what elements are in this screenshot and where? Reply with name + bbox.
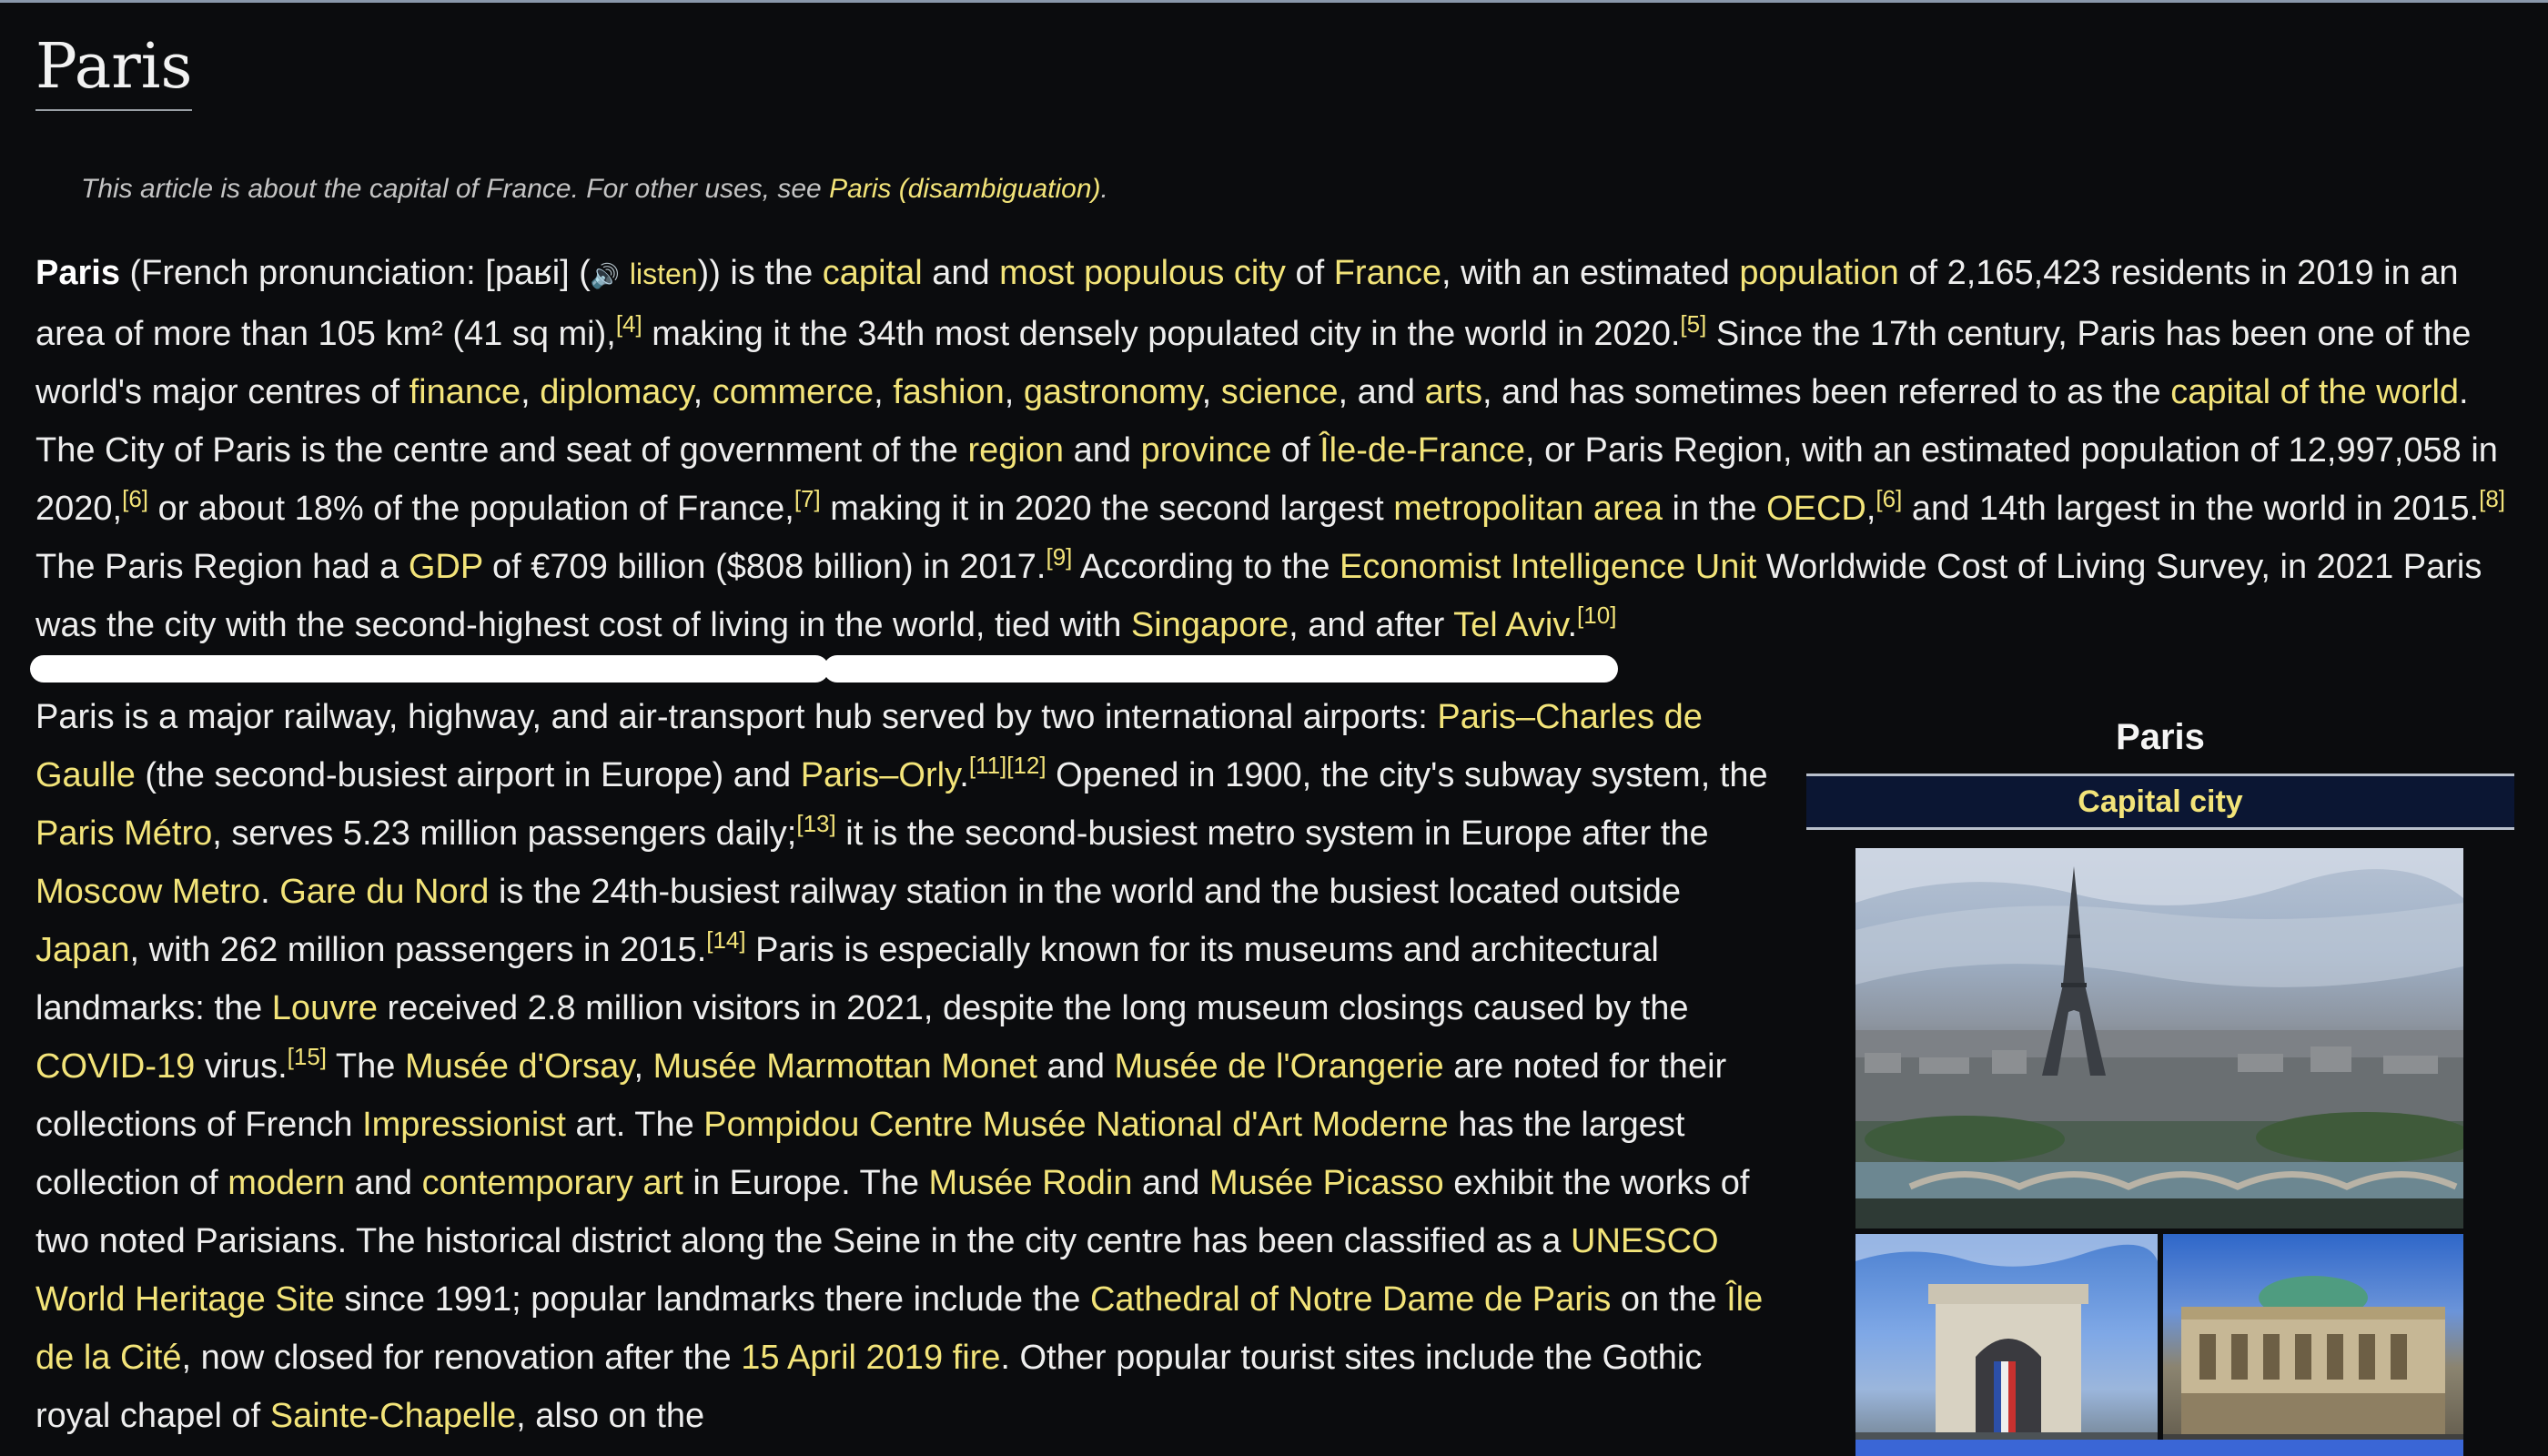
- text-run: are noted for their collections of French: [35, 1047, 1727, 1144]
- citation-14[interactable]: [14]: [706, 926, 746, 954]
- link-economist-intelligence-unit[interactable]: Economist Intelligence Unit: [1340, 548, 1757, 586]
- link-ile-de-france[interactable]: Île-de-France: [1320, 431, 1526, 470]
- link-science[interactable]: science: [1220, 373, 1339, 411]
- text-run: in the: [1662, 490, 1767, 528]
- link-unesco-world-heritage-site[interactable]: UNESCO World Heritage Site: [35, 1222, 1719, 1319]
- hatnote-suffix: .: [1100, 174, 1108, 204]
- horizontal-scrollbar[interactable]: [30, 655, 1618, 682]
- link-gastronomy[interactable]: gastronomy: [1023, 373, 1202, 411]
- text-run: Opened in 1900, the city's subway system, the: [1046, 756, 1768, 794]
- link-arts[interactable]: arts: [1424, 373, 1482, 411]
- text-run: , and after: [1289, 606, 1454, 644]
- citation-9[interactable]: [9]: [1046, 543, 1073, 571]
- citation-15[interactable]: [15]: [287, 1043, 328, 1070]
- text-run: , also on the: [516, 1397, 705, 1435]
- citation-5[interactable]: [5]: [1680, 310, 1707, 338]
- citation-10[interactable]: [10]: [1577, 602, 1617, 629]
- text-run: , and has sometimes been referred to as the: [1481, 373, 2171, 411]
- link-ile-de-la-cite[interactable]: Île de la Cité: [35, 1280, 1764, 1377]
- eiffel-tower-photo[interactable]: [1855, 848, 2463, 1228]
- link-contemporary-art[interactable]: contemporary art: [421, 1164, 683, 1202]
- text-run: of: [1271, 431, 1320, 470]
- text-run: on the: [1611, 1280, 1727, 1319]
- link-oecd[interactable]: OECD: [1766, 490, 1866, 528]
- text-run: and 14th largest in the world in 2015.: [1902, 490, 2480, 528]
- link-musee-dorsay[interactable]: Musée d'Orsay: [404, 1047, 634, 1086]
- link-capital[interactable]: capital: [822, 254, 923, 292]
- link-pompidou-centre[interactable]: Pompidou Centre Musée National d'Art Moderne: [703, 1106, 1449, 1144]
- text-run: and: [345, 1164, 422, 1202]
- text-run: The: [327, 1047, 405, 1086]
- link-tel-aviv[interactable]: Tel Aviv: [1453, 606, 1568, 644]
- hatnote-text: This article is about the capital of France. For other uses, see: [81, 174, 830, 204]
- text-run: ,: [1201, 373, 1221, 411]
- text-run: or about 18% of the population of France,: [148, 490, 794, 528]
- listen-link[interactable]: [591, 254, 698, 292]
- palais-garnier-photo[interactable]: [2163, 1234, 2463, 1456]
- text-run: ,: [521, 373, 541, 411]
- text-run: art. The: [565, 1106, 704, 1144]
- text-run: , with an estimated: [1441, 254, 1740, 292]
- link-population[interactable]: population: [1739, 254, 1899, 292]
- speaker-icon: 🔊: [590, 262, 621, 289]
- link-musee-rodin[interactable]: Musée Rodin: [928, 1164, 1133, 1202]
- page-title: Paris: [35, 25, 192, 111]
- link-impressionist[interactable]: Impressionist: [362, 1106, 566, 1144]
- link-france[interactable]: France: [1333, 254, 1441, 292]
- text-run: . The City of Paris is the centre and seat of government of the: [35, 373, 2469, 470]
- text-run: exhibit the works of two noted Parisians. The historical district along the Seine in the city centre has been classified as a: [35, 1164, 1750, 1260]
- text-run: (French pronunciation: [paʁi] (: [119, 254, 591, 292]
- link-metropolitan-area[interactable]: metropolitan area: [1393, 490, 1663, 528]
- link-paris-charles-de-gaulle[interactable]: Paris–Charles de Gaulle: [35, 698, 1703, 794]
- citation-12[interactable]: [12]: [1006, 752, 1046, 779]
- scrollbar-thumb-right[interactable]: [824, 655, 1618, 682]
- link-singapore[interactable]: Singapore: [1130, 606, 1289, 644]
- listen-label: listen: [629, 258, 698, 290]
- text-run: .: [260, 873, 280, 911]
- hatnote: [81, 169, 1108, 209]
- link-sainte-chapelle[interactable]: Sainte-Chapelle: [269, 1397, 517, 1435]
- link-gdp[interactable]: GDP: [408, 548, 483, 586]
- text-run: )) is the: [697, 254, 823, 292]
- text-run: ,: [693, 373, 713, 411]
- citation-6[interactable]: [6]: [122, 485, 149, 512]
- link-capital-of-the-world[interactable]: capital of the world: [2170, 373, 2460, 411]
- link-most-populous-city[interactable]: most populous city: [999, 254, 1286, 292]
- citation-7[interactable]: [7]: [794, 485, 821, 512]
- text-run: and: [1064, 431, 1141, 470]
- text-run: and: [922, 254, 1000, 292]
- link-paris-metro[interactable]: Paris Métro: [35, 814, 213, 853]
- text-run: it is the second-busiest metro system in Europe after the: [835, 814, 1709, 853]
- second-paragraph: [35, 688, 1769, 1445]
- citation-6b[interactable]: [6]: [1876, 485, 1903, 512]
- text-run: . Other popular tourist sites include the Gothic royal chapel of: [35, 1339, 1703, 1435]
- text-run: of €709 billion ($808 billion) in 2017.: [482, 548, 1046, 586]
- text-run: has the largest collection of: [35, 1106, 1685, 1202]
- link-musee-marmottan-monet[interactable]: Musée Marmottan Monet: [652, 1047, 1037, 1086]
- text-run: Paris is especially known for its museums and architectural landmarks: the: [35, 931, 1659, 1027]
- link-paris-orly[interactable]: Paris–Orly: [800, 756, 960, 794]
- arc-de-triomphe-photo[interactable]: [1855, 1234, 2158, 1456]
- text-run: The Paris Region had a: [35, 548, 409, 586]
- infobox-title: Paris: [2116, 717, 2205, 757]
- text-run: , and: [1338, 373, 1425, 411]
- text-run: ,: [874, 373, 894, 411]
- lead-paragraph: [35, 244, 2520, 654]
- link-commerce[interactable]: commerce: [712, 373, 875, 411]
- text-run: ,: [633, 1047, 653, 1086]
- link-moscow-metro[interactable]: Moscow Metro: [35, 873, 261, 911]
- arc-de-triomphe-illustration: [1855, 1234, 2158, 1456]
- text-run: .: [1567, 606, 1578, 644]
- citation-11[interactable]: [11]: [968, 752, 1007, 779]
- link-gare-du-nord[interactable]: Gare du Nord: [279, 873, 490, 911]
- link-2019-fire[interactable]: 15 April 2019 fire: [741, 1339, 1001, 1377]
- scrollbar-thumb-left[interactable]: [30, 655, 829, 682]
- text-run: making it the 34th most densely populated city in the world in 2020.: [642, 315, 1681, 353]
- text-run: and: [1132, 1164, 1209, 1202]
- link-modern[interactable]: modern: [228, 1164, 346, 1202]
- link-japan[interactable]: Japan: [35, 931, 130, 969]
- link-louvre[interactable]: Louvre: [271, 989, 378, 1027]
- text-run: , serves 5.23 million passengers daily;: [212, 814, 797, 853]
- text-run: ,: [1004, 373, 1024, 411]
- link-fashion[interactable]: fashion: [893, 373, 1005, 411]
- text-run: of 2,165,423 residents in 2019 in an area of more than 105 km² (41 sq mi),: [35, 254, 2459, 353]
- text-run: (the second-busiest airport in Europe) and: [135, 756, 801, 794]
- text-run: .: [959, 756, 969, 794]
- text-run: Paris is a major railway, highway, and air-transport hub served by two international airports:: [35, 698, 1438, 736]
- text-run: Since the 17th century, Paris has been one of the world's major centres of: [35, 315, 2472, 411]
- text-run: , now closed for renovation after the: [181, 1339, 742, 1377]
- eiffel-tower-illustration: [1855, 848, 2463, 1228]
- text-run: and: [1037, 1047, 1115, 1086]
- palais-garnier-illustration: [2163, 1234, 2463, 1456]
- text-run: , or Paris Region, with an estimated population of 12,997,058 in 2020,: [35, 431, 2498, 528]
- subject-bold: Paris: [35, 254, 120, 292]
- citation-8[interactable]: [8]: [2479, 485, 2506, 512]
- link-province[interactable]: province: [1140, 431, 1272, 470]
- link-region[interactable]: region: [967, 431, 1065, 470]
- text-run: in Europe. The: [682, 1164, 929, 1202]
- citation-13[interactable]: [13]: [796, 810, 836, 837]
- link-musee-de-lorangerie[interactable]: Musée de l'Orangerie: [1114, 1047, 1444, 1086]
- text-run: According to the: [1072, 548, 1340, 586]
- infobox-subtitle: Capital city: [1806, 774, 2514, 830]
- link-musee-picasso[interactable]: Musée Picasso: [1208, 1164, 1444, 1202]
- text-run: , with 262 million passengers in 2015.: [129, 931, 707, 969]
- text-run: making it in 2020 the second largest: [820, 490, 1394, 528]
- link-finance[interactable]: finance: [409, 373, 521, 411]
- text-run: ,: [1866, 490, 1876, 528]
- disambiguation-link[interactable]: Paris (disambiguation): [829, 174, 1101, 204]
- link-notre-dame[interactable]: Cathedral of Notre Dame de Paris: [1089, 1280, 1612, 1319]
- infobox-caption-bar: [1855, 1440, 2463, 1456]
- text-run: since 1991; popular landmarks there include the: [334, 1280, 1090, 1319]
- infobox: [1806, 703, 2514, 1456]
- text-run: of: [1285, 254, 1334, 292]
- text-run: virus.: [195, 1047, 288, 1086]
- link-diplomacy[interactable]: diplomacy: [540, 373, 693, 411]
- link-covid-19[interactable]: COVID-19: [35, 1047, 196, 1086]
- text-run: received 2.8 million visitors in 2021, despite the long museum closings caused by the: [378, 989, 1689, 1027]
- window-top-border: [0, 0, 2548, 3]
- text-run: Worldwide Cost of Living Survey, in 2021 Paris was the city with the second-highest cost of living in the world, tied with: [35, 548, 2482, 644]
- citation-4[interactable]: [4]: [615, 310, 642, 338]
- text-run: is the 24th-busiest railway station in the world and the busiest located outside: [489, 873, 1682, 911]
